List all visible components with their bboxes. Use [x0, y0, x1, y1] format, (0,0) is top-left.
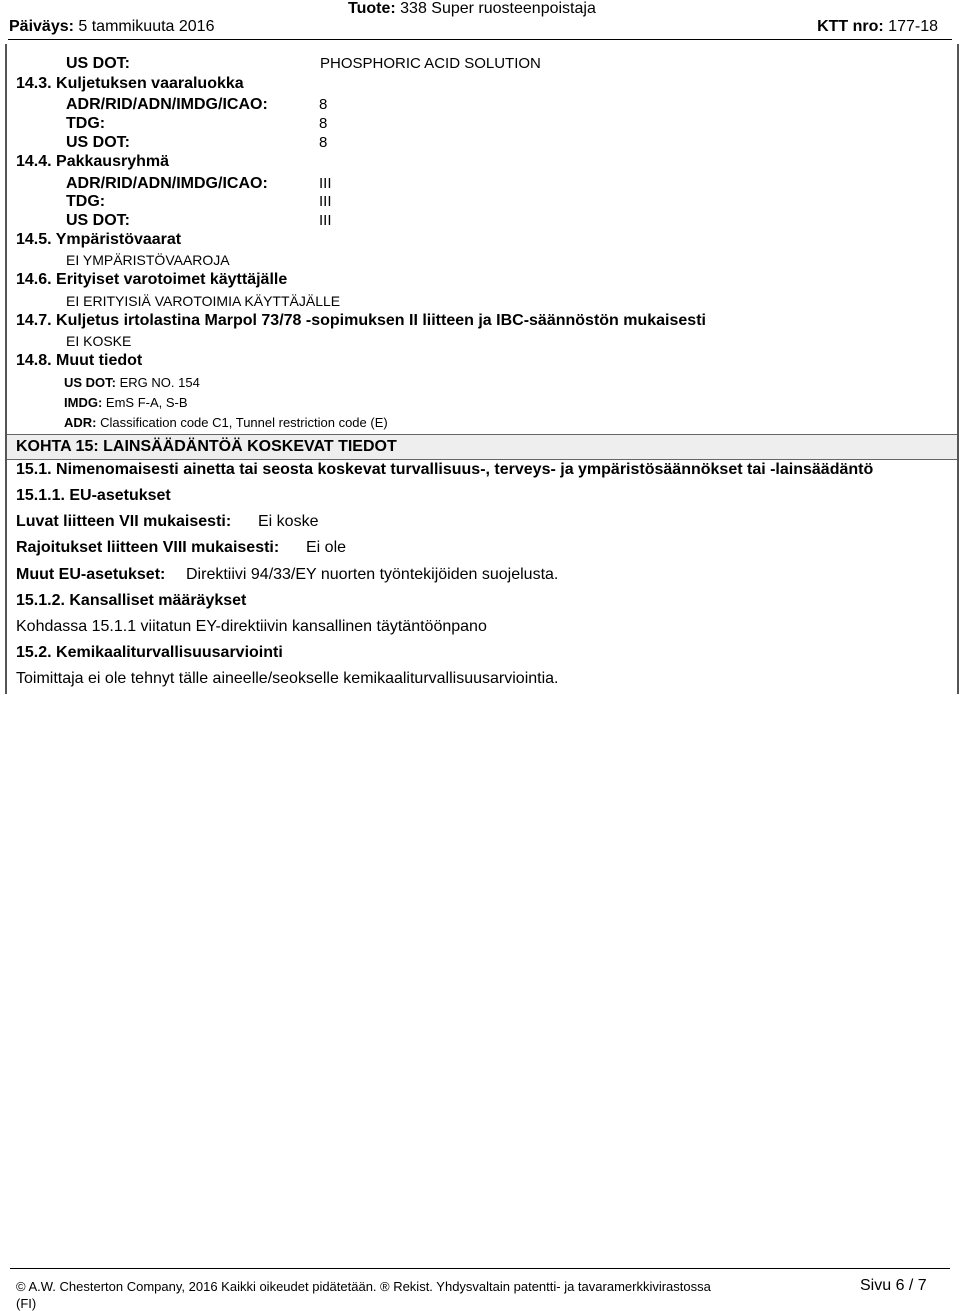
group-tdg-label: TDG: — [66, 193, 106, 210]
usdot-name-label: US DOT: — [66, 55, 130, 72]
group-usdot-value: III — [319, 212, 332, 229]
other-usdot-label: US DOT: — [64, 375, 116, 390]
header-divider — [8, 39, 952, 40]
product-label: Tuote: — [348, 0, 396, 17]
product-name — [348, 0, 596, 18]
group-usdot-label: US DOT: — [66, 212, 130, 229]
heading-15-1-1: 15.1.1. EU-asetukset — [16, 487, 171, 504]
heading-14-7: 14.7. Kuljetus irtolastina Marpol 73/78 -sopimuksen II liitteen ja IBC-säännöstön mukaisesti — [16, 312, 706, 329]
bulk-transport-value: EI KOSKE — [66, 333, 132, 349]
other-info-adr — [64, 415, 388, 430]
other-adr-label: ADR: — [64, 415, 97, 430]
heading-14-4: 14.4. Pakkausryhmä — [16, 153, 169, 170]
group-adr-label: ADR/RID/ADN/IMDG/ICAO: — [66, 175, 268, 192]
class-usdot-value: 8 — [319, 134, 328, 151]
other-adr-value: Classification code C1, Tunnel restriction code (E) — [100, 415, 388, 430]
annex8-value: Ei ole — [306, 539, 347, 556]
page-frame-left — [5, 44, 7, 694]
class-tdg-value: 8 — [319, 115, 328, 132]
other-eu-label: Muut EU-asetukset: — [16, 566, 166, 583]
page-number: Sivu 6 / 7 — [860, 1277, 927, 1294]
heading-14-8: 14.8. Muut tiedot — [16, 352, 143, 369]
heading-14-5: 14.5. Ympäristövaarat — [16, 231, 182, 248]
page-frame-right — [957, 44, 959, 694]
annex7-label: Luvat liitteen VII mukaisesti: — [16, 513, 232, 530]
group-adr-value: III — [319, 175, 332, 192]
footer-language: (FI) — [16, 1296, 37, 1311]
document-date — [9, 18, 214, 36]
heading-14-6: 14.6. Erityiset varotoimet käyttäjälle — [16, 271, 288, 288]
other-eu-value: Direktiivi 94/33/EY nuorten työntekijöiden suojelusta. — [186, 566, 559, 583]
national-regulations-text: Kohdassa 15.1.1 viitatun EY-direktiivin kansallinen täytäntöönpano — [16, 618, 487, 635]
env-hazard-value: EI YMPÄRISTÖVAAROJA — [66, 252, 230, 268]
other-usdot-value: ERG NO. 154 — [119, 375, 200, 390]
date-label: Päiväys: — [9, 18, 74, 35]
class-usdot-label: US DOT: — [66, 134, 130, 151]
sds-number — [817, 18, 938, 36]
footer-copyright: © A.W. Chesterton Company, 2016 Kaikki oikeudet pidätetään. — [16, 1279, 377, 1294]
heading-14-3: 14.3. Kuljetuksen vaaraluokka — [16, 75, 244, 92]
section-15-header — [7, 434, 957, 460]
ktt-value: 177-18 — [888, 18, 938, 35]
other-info-usdot — [64, 375, 200, 390]
class-adr-label: ADR/RID/ADN/IMDG/ICAO: — [66, 96, 268, 113]
heading-15-1-2: 15.1.2. Kansalliset määräykset — [16, 592, 247, 609]
ktt-label: KTT nro: — [817, 18, 884, 35]
footer-trademark: ® Rekist. Yhdysvaltain patentti- ja tavaramerkkivirastossa — [380, 1279, 711, 1294]
product-value: 338 Super ruosteenpoistaja — [400, 0, 596, 17]
other-imdg-value: EmS F-A, S-B — [105, 395, 188, 410]
heading-15-1: 15.1. Nimenomaisesti ainetta tai seosta koskevat turvallisuus-, terveys- ja ympäristösäännökset tai -lainsäädäntö — [16, 461, 874, 478]
other-info-imdg — [64, 395, 188, 410]
section-15-title: KOHTA 15: LAINSÄÄDÄNTÖÄ KOSKEVAT TIEDOT — [16, 438, 397, 455]
footer-divider — [10, 1268, 950, 1269]
other-imdg-label: IMDG: — [64, 395, 103, 410]
class-tdg-label: TDG: — [66, 115, 106, 132]
annex8-label: Rajoitukset liitteen VIII mukaisesti: — [16, 539, 280, 556]
class-adr-value: 8 — [319, 96, 328, 113]
special-precautions-value: EI ERITYISIÄ VAROTOIMIA KÄYTTÄJÄLLE — [66, 293, 341, 309]
date-value: 5 tammikuuta 2016 — [78, 18, 215, 35]
group-tdg-value: III — [319, 193, 332, 210]
annex7-value: Ei koske — [258, 513, 319, 530]
heading-15-2: 15.2. Kemikaaliturvallisuusarviointi — [16, 644, 283, 661]
chemical-safety-assessment-text: Toimittaja ei ole tehnyt tälle aineelle/seokselle kemikaaliturvallisuusarviointia. — [16, 670, 559, 687]
usdot-name-value: PHOSPHORIC ACID SOLUTION — [320, 55, 541, 72]
